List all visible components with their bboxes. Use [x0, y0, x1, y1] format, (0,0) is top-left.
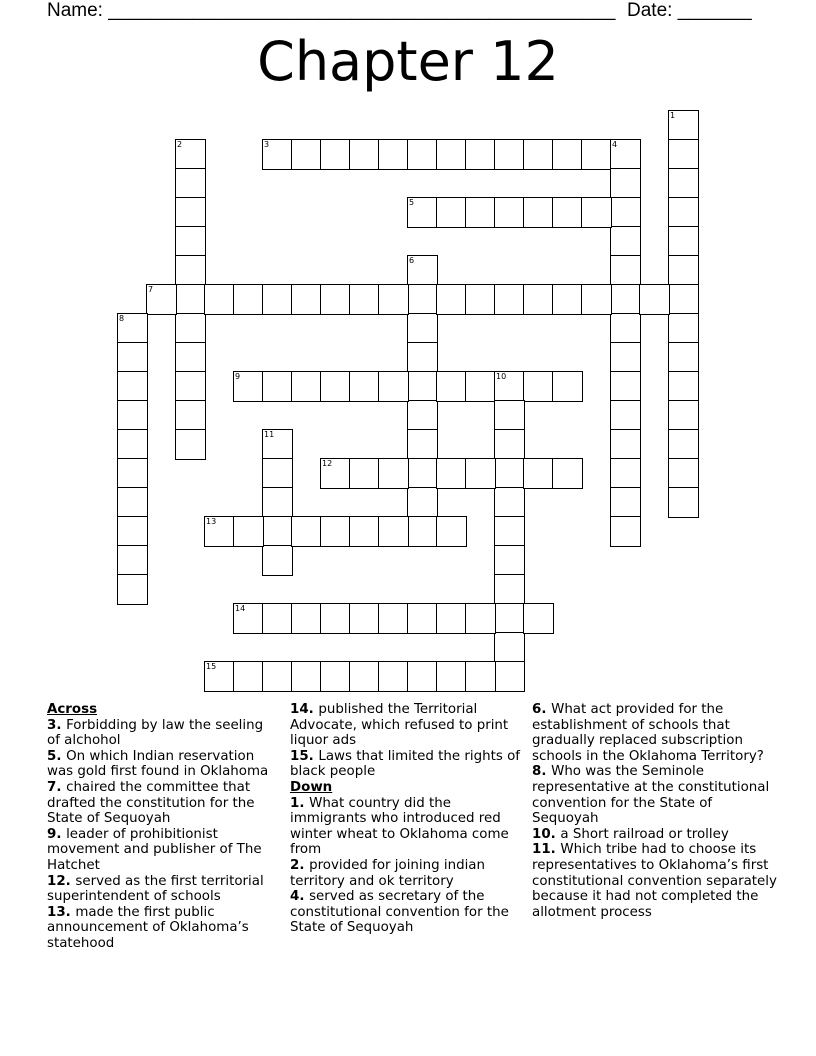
grid-cell[interactable] — [610, 371, 641, 402]
grid-cell[interactable] — [436, 458, 467, 489]
grid-cell[interactable] — [610, 255, 641, 286]
grid-cell[interactable] — [407, 429, 438, 460]
clue-number: 12. — [47, 873, 76, 889]
grid-cell[interactable] — [175, 371, 206, 402]
grid-cell[interactable] — [610, 313, 641, 344]
grid-cell[interactable] — [465, 458, 496, 489]
clue-text: chaired the committee that drafted the constitution for the State of Sequoyah — [47, 779, 255, 827]
grid-cell[interactable] — [291, 371, 322, 402]
grid-cell[interactable] — [117, 545, 148, 576]
grid-cell[interactable] — [233, 603, 264, 634]
grid-cell[interactable] — [494, 545, 525, 576]
grid-cell[interactable] — [262, 284, 293, 315]
clue-text: made the first public announcement of Oklahoma’s statehood — [47, 904, 249, 951]
grid-cell[interactable] — [291, 516, 322, 547]
grid-cell[interactable] — [407, 371, 438, 402]
grid-cell[interactable] — [465, 661, 496, 692]
grid-cell[interactable] — [291, 661, 322, 692]
grid-cell[interactable] — [494, 603, 525, 634]
grid-cell[interactable] — [175, 255, 206, 286]
grid-cell[interactable] — [494, 487, 525, 518]
clue-number: 8 — [119, 314, 125, 323]
across-heading: Across — [47, 702, 98, 717]
grid-cell[interactable] — [610, 458, 641, 489]
grid-cell[interactable] — [407, 516, 438, 547]
grid-cell[interactable] — [494, 632, 525, 663]
grid-cell[interactable] — [436, 603, 467, 634]
grid-cell[interactable] — [494, 661, 525, 692]
grid-cell[interactable] — [175, 168, 206, 199]
grid-cell[interactable] — [262, 661, 293, 692]
grid-cell[interactable] — [117, 487, 148, 518]
grid-cell[interactable] — [378, 139, 409, 170]
grid-cell[interactable] — [465, 603, 496, 634]
grid-cell[interactable] — [233, 284, 264, 315]
clue-number: 2 — [177, 140, 183, 149]
across-clue — [47, 718, 279, 749]
grid-cell[interactable] — [349, 139, 380, 170]
clue-number-text: 9 — [47, 826, 57, 842]
grid-cell[interactable] — [523, 603, 554, 634]
clue-number: 5. — [47, 748, 67, 764]
grid-cell[interactable] — [465, 139, 496, 170]
clue-number: 13. — [47, 904, 76, 920]
grid-cell[interactable] — [407, 661, 438, 692]
clue-number-text: 5 — [47, 748, 57, 764]
grid-cell[interactable] — [204, 661, 235, 692]
grid-cell[interactable] — [117, 342, 148, 373]
grid-cell[interactable] — [494, 516, 525, 547]
grid-cell[interactable] — [320, 516, 351, 547]
grid-cell[interactable] — [146, 284, 177, 315]
grid-cell[interactable] — [117, 400, 148, 431]
clue-number-text: 7 — [47, 779, 57, 795]
across-clue — [47, 749, 279, 780]
grid-cell[interactable] — [175, 313, 206, 344]
clue-number: 2. — [290, 857, 310, 873]
clue-number: 7 — [148, 285, 154, 294]
clue-number: 3 — [264, 140, 270, 149]
clue-number-text: 1 — [290, 795, 300, 811]
grid-cell[interactable] — [494, 197, 525, 228]
grid-cell[interactable] — [668, 197, 699, 228]
across-clue — [47, 827, 279, 874]
clue-number-text: 15 — [290, 748, 309, 764]
grid-cell[interactable] — [204, 284, 235, 315]
grid-cell[interactable] — [407, 342, 438, 373]
grid-cell[interactable] — [610, 168, 641, 199]
grid-cell[interactable] — [668, 313, 699, 344]
grid-cell[interactable] — [407, 197, 438, 228]
grid-cell[interactable] — [349, 458, 380, 489]
grid-cell[interactable] — [407, 284, 438, 315]
grid-cell[interactable] — [552, 139, 583, 170]
grid-cell[interactable] — [175, 226, 206, 257]
down-clue — [532, 764, 782, 826]
grid-cell[interactable] — [668, 487, 699, 518]
grid-cell[interactable] — [494, 574, 525, 605]
clue-number-text: 2 — [290, 857, 300, 873]
clue-number: 10. — [532, 826, 561, 842]
down-clue — [290, 858, 522, 889]
clue-number: 3. — [47, 717, 67, 733]
grid-cell[interactable] — [523, 139, 554, 170]
grid-cell[interactable] — [581, 139, 612, 170]
grid-cell[interactable] — [668, 110, 699, 141]
grid-cell[interactable] — [320, 284, 351, 315]
clue-text: What act provided for the establishment of schools that gradually replaced subscription schools in the Oklahoma Territory? — [532, 702, 764, 764]
clue-text: served as the first territorial superintendent of schools — [47, 873, 264, 905]
down-heading: Down — [290, 779, 333, 795]
grid-cell[interactable] — [668, 458, 699, 489]
grid-cell[interactable] — [436, 197, 467, 228]
grid-cell[interactable] — [494, 429, 525, 460]
grid-cell[interactable] — [523, 458, 554, 489]
grid-cell[interactable] — [465, 371, 496, 402]
grid-cell[interactable] — [407, 313, 438, 344]
clue-text: provided for joining indian territory and ok territory — [290, 857, 485, 889]
clue-number-text: 8 — [532, 764, 542, 780]
clue-number: 13 — [206, 517, 217, 526]
grid-cell[interactable] — [610, 284, 641, 315]
grid-cell[interactable] — [610, 487, 641, 518]
down-clue — [290, 889, 522, 936]
grid-cell[interactable] — [668, 226, 699, 257]
clue-number: 9. — [47, 826, 67, 842]
grid-cell[interactable] — [262, 139, 293, 170]
grid-cell[interactable] — [262, 516, 293, 547]
grid-cell[interactable] — [639, 284, 670, 315]
grid-cell[interactable] — [349, 371, 380, 402]
grid-cell[interactable] — [494, 284, 525, 315]
clue-number: 9 — [235, 372, 241, 381]
date-field[interactable]: Date: _______ — [627, 0, 752, 21]
clue-number-text: 6 — [532, 702, 542, 717]
grid-cell[interactable] — [610, 429, 641, 460]
grid-cell[interactable] — [581, 284, 612, 315]
across-clue — [290, 749, 522, 780]
clue-number-text: 13 — [47, 904, 66, 920]
grid-cell[interactable] — [117, 574, 148, 605]
grid-cell[interactable] — [610, 139, 641, 170]
grid-cell[interactable] — [407, 400, 438, 431]
grid-cell[interactable] — [175, 197, 206, 228]
clue-text: What country did the immigrants who introduced red winter wheat to Oklahoma come from — [290, 795, 509, 858]
grid-cell[interactable] — [407, 139, 438, 170]
down-clue — [532, 827, 782, 843]
clue-number-text: 3 — [47, 717, 57, 733]
grid-cell[interactable] — [378, 603, 409, 634]
grid-cell[interactable] — [378, 371, 409, 402]
grid-cell[interactable] — [523, 284, 554, 315]
grid-cell[interactable] — [320, 139, 351, 170]
clue-number: 15. — [290, 748, 319, 764]
grid-cell[interactable] — [378, 661, 409, 692]
clue-number: 15 — [206, 662, 217, 671]
grid-cell[interactable] — [407, 255, 438, 286]
clue-text: a Short railroad or trolley — [560, 826, 729, 842]
clue-text: Who was the Seminole representative at the constitutional convention for the State of Sequoyah — [532, 764, 770, 827]
name-field[interactable]: Name: ________________________________________________ — [47, 0, 616, 21]
down-clue — [532, 702, 782, 764]
clue-text: Which tribe had to choose its representatives to Oklahoma’s first constitutional convention separately because it had not completed the allotment process — [532, 842, 777, 920]
grid-cell[interactable] — [581, 197, 612, 228]
grid-cell[interactable] — [117, 313, 148, 344]
grid-cell[interactable] — [668, 139, 699, 170]
clue-number: 1. — [290, 795, 310, 811]
grid-cell[interactable] — [262, 545, 293, 576]
clues-column-2 — [290, 702, 522, 936]
across-clue — [290, 702, 522, 749]
grid-cell[interactable] — [233, 516, 264, 547]
clue-number-text: 11 — [532, 842, 551, 858]
clue-number: 8. — [532, 764, 552, 780]
grid-cell[interactable] — [320, 371, 351, 402]
grid-cell[interactable] — [436, 139, 467, 170]
grid-cell[interactable] — [349, 661, 380, 692]
grid-cell[interactable] — [523, 197, 554, 228]
grid-cell[interactable] — [436, 371, 467, 402]
grid-cell[interactable] — [117, 458, 148, 489]
clue-number: 11. — [532, 842, 561, 858]
clue-number-text: 14 — [290, 702, 309, 717]
clue-number: 6. — [532, 702, 552, 717]
clue-number-text: 12 — [47, 873, 66, 889]
clue-number: 4. — [290, 889, 310, 905]
grid-cell[interactable] — [552, 284, 583, 315]
clue-number-text: 4 — [290, 889, 300, 905]
clue-number: 14. — [290, 702, 319, 717]
clue-number-text: 10 — [532, 826, 551, 842]
grid-cell[interactable] — [117, 371, 148, 402]
grid-cell[interactable] — [610, 400, 641, 431]
grid-cell[interactable] — [668, 400, 699, 431]
clue-number: 11 — [264, 430, 275, 439]
grid-cell[interactable] — [117, 429, 148, 460]
grid-cell[interactable] — [436, 284, 467, 315]
clues-column-1 — [47, 702, 279, 952]
grid-cell[interactable] — [262, 458, 293, 489]
clues-column-3 — [532, 702, 782, 920]
grid-cell[interactable] — [320, 458, 351, 489]
grid-cell[interactable] — [436, 661, 467, 692]
grid-cell[interactable] — [552, 458, 583, 489]
grid-cell[interactable] — [610, 516, 641, 547]
grid-cell[interactable] — [320, 661, 351, 692]
grid-cell[interactable] — [523, 371, 554, 402]
across-clue — [47, 780, 279, 827]
grid-cell[interactable] — [668, 371, 699, 402]
grid-cell[interactable] — [552, 371, 583, 402]
grid-cell[interactable] — [204, 516, 235, 547]
grid-cell[interactable] — [262, 429, 293, 460]
clue-text: Laws that limited the rights of black people — [290, 748, 520, 780]
page-title: Chapter 12 — [257, 30, 559, 93]
grid-cell[interactable] — [175, 342, 206, 373]
clue-text: published the Territorial Advocate, which refused to print liquor ads — [290, 702, 509, 749]
grid-cell[interactable] — [378, 458, 409, 489]
grid-cell[interactable] — [378, 516, 409, 547]
grid-cell[interactable] — [610, 342, 641, 373]
across-clue — [47, 905, 279, 952]
clue-number: 6 — [409, 256, 415, 265]
grid-cell[interactable] — [175, 139, 206, 170]
grid-cell[interactable] — [349, 516, 380, 547]
clue-number: 10 — [496, 372, 507, 381]
grid-cell[interactable] — [407, 603, 438, 634]
grid-cell[interactable] — [262, 603, 293, 634]
clue-text: served as secretary of the constitutional convention for the State of Sequoyah — [290, 889, 509, 936]
grid-cell[interactable] — [494, 458, 525, 489]
clue-text: leader of prohibitionist movement and publisher of The Hatchet — [47, 826, 262, 873]
grid-cell[interactable] — [349, 284, 380, 315]
clue-text: On which Indian reservation was gold first found in Oklahoma — [47, 748, 269, 780]
grid-cell[interactable] — [117, 516, 148, 547]
grid-cell[interactable] — [291, 603, 322, 634]
across-clue — [47, 874, 279, 905]
grid-cell[interactable] — [175, 400, 206, 431]
grid-cell[interactable] — [494, 400, 525, 431]
grid-cell[interactable] — [175, 284, 206, 315]
grid-cell[interactable] — [378, 284, 409, 315]
grid-cell[interactable] — [175, 429, 206, 460]
clue-number: 12 — [322, 459, 333, 468]
grid-cell[interactable] — [262, 371, 293, 402]
grid-cell[interactable] — [407, 458, 438, 489]
grid-cell[interactable] — [668, 342, 699, 373]
down-clue — [532, 842, 782, 920]
grid-cell[interactable] — [494, 371, 525, 402]
grid-cell[interactable] — [494, 139, 525, 170]
grid-cell[interactable] — [465, 197, 496, 228]
grid-cell[interactable] — [233, 661, 264, 692]
clue-number: 7. — [47, 779, 67, 795]
clue-number: 5 — [409, 198, 415, 207]
clue-number: 1 — [670, 111, 676, 120]
grid-cell[interactable] — [668, 429, 699, 460]
grid-cell[interactable] — [407, 487, 438, 518]
clue-text: Forbidding by law the seeling of alchohol — [47, 717, 264, 749]
grid-cell[interactable] — [610, 226, 641, 257]
grid-cell[interactable] — [291, 284, 322, 315]
grid-cell[interactable] — [668, 284, 699, 315]
grid-cell[interactable] — [668, 168, 699, 199]
grid-cell[interactable] — [465, 284, 496, 315]
clue-number: 14 — [235, 604, 246, 613]
grid-cell[interactable] — [320, 603, 351, 634]
grid-cell[interactable] — [552, 197, 583, 228]
grid-cell[interactable] — [233, 371, 264, 402]
grid-cell[interactable] — [291, 139, 322, 170]
grid-cell[interactable] — [436, 516, 467, 547]
grid-cell[interactable] — [349, 603, 380, 634]
clue-number: 4 — [612, 140, 618, 149]
grid-cell[interactable] — [610, 197, 641, 228]
grid-cell[interactable] — [668, 255, 699, 286]
down-clue — [290, 796, 522, 858]
grid-cell[interactable] — [262, 487, 293, 518]
